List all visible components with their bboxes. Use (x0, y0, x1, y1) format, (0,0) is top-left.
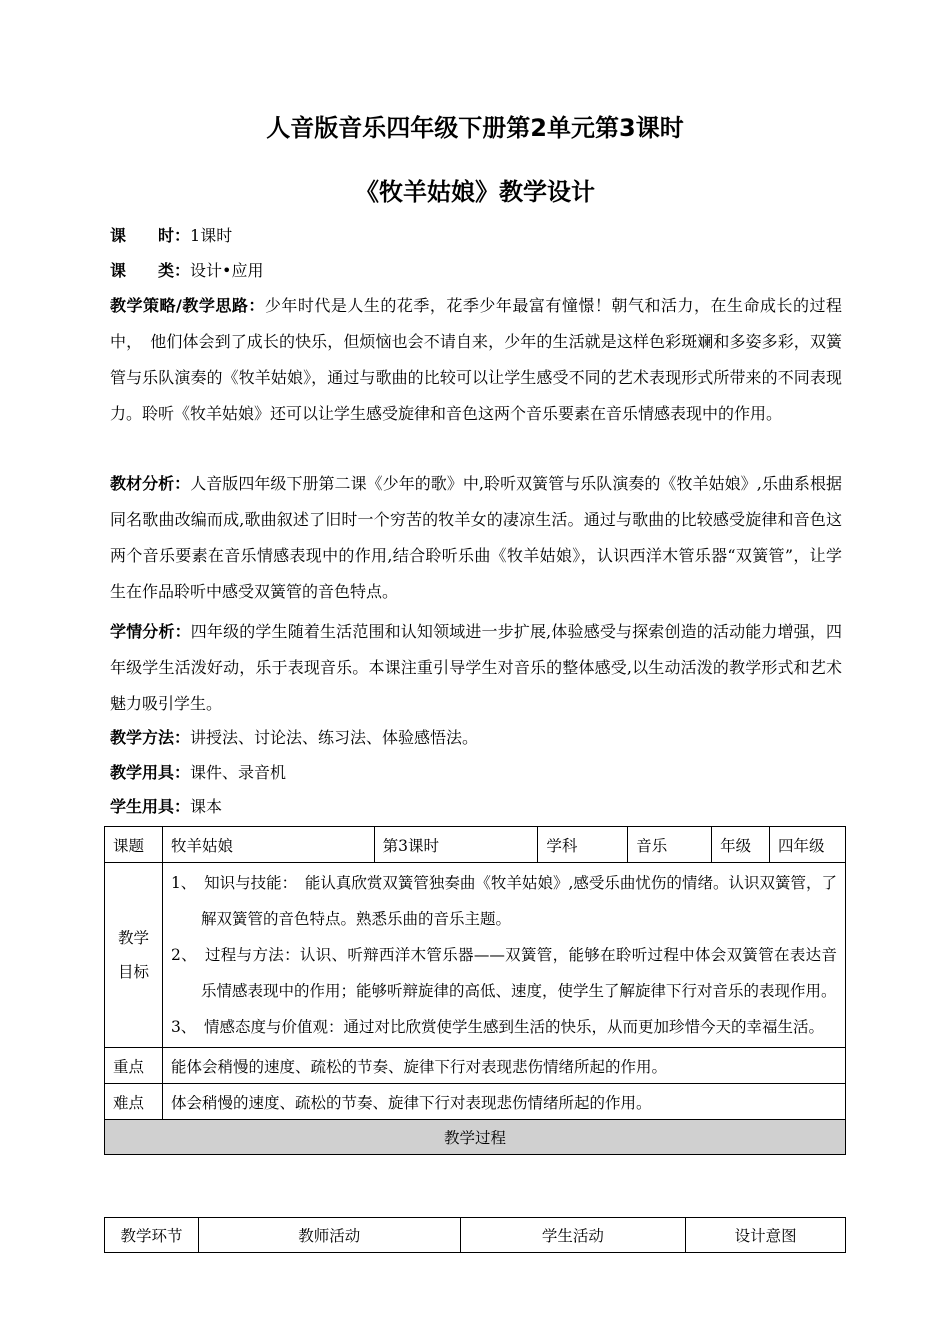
goal-item: 3、 情感态度与价值观：通过对比欣赏使学生感到生活的快乐，从而更加珍惜今天的幸福生活。 (170, 1018, 825, 1036)
material-text: 人音版四年级下册第二课《少年的歌》中,聆听双簧管与乐队演奏的《牧羊姑娘》,乐曲系根据同名歌曲改编而成,歌曲叙述了旧时一个穷苦的牧羊女的凄凉生活。通过与歌曲的比较感受旋律和音色这两个音乐要素在音乐情感表现中的作用,结合聆听乐曲《牧羊姑娘》，认识西洋木管乐器“双簧管”，让学生在作品聆听中感受双簧管的音色特点。 (110, 474, 842, 601)
student-label: 学情分析： (110, 622, 191, 641)
page-subtitle: 《牧羊姑娘》教学设计 (355, 178, 595, 206)
process-header-cell: 教学环节 (105, 1218, 199, 1253)
grade-value: 四年级 (770, 827, 846, 863)
info-type (110, 253, 842, 288)
method-line (110, 720, 842, 755)
table-row (105, 863, 846, 1048)
subject-value: 音乐 (628, 827, 712, 863)
method-text: 讲授法、讨论法、练习法、体验感悟法。 (190, 728, 479, 747)
tools-label: 教学用具： (110, 763, 191, 782)
table-row (105, 1218, 846, 1253)
goals-label-line: 教学 (117, 929, 149, 947)
key-label: 重点 (105, 1048, 163, 1084)
process-title: 教学过程 (105, 1120, 846, 1155)
process-header-cell: 学生活动 (460, 1218, 686, 1253)
table-row (105, 1120, 846, 1155)
material-paragraph (110, 466, 842, 610)
page-title: 人音版音乐四年级下册第2单元第3课时 (266, 114, 684, 142)
table-row (105, 1084, 846, 1120)
period-value: 1课时 (190, 226, 233, 245)
key-text: 能体会稍慢的速度、疏松的节奏、旋律下行对表现悲伤情绪所起的作用。 (162, 1048, 845, 1084)
difficulty-label: 难点 (105, 1084, 163, 1120)
subject-label: 学科 (538, 827, 628, 863)
table-row (105, 1048, 846, 1084)
goals-cell (162, 863, 845, 1048)
process-header-table (104, 1217, 846, 1253)
student-text: 四年级的学生随着生活范围和认知领域进一步扩展,体验感受与探索创造的活动能力增强，四年级学生活泼好动，乐于表现音乐。本课注重引导学生对音乐的整体感受,以生动活泼的教学形式和艺术魅力吸引学生。 (110, 622, 842, 713)
table-row (105, 827, 846, 863)
method-label: 教学方法： (110, 728, 191, 747)
goal-item: 1、 知识与技能： 能认真欣赏双簧管独奏曲《牧羊姑娘》,感受乐曲忧伤的情绪。认识双簧管，了解双簧管的音色特点。熟悉乐曲的音乐主题。 (170, 874, 837, 928)
student-tools-label: 学生用具： (110, 797, 191, 816)
student-tools-line (110, 789, 842, 824)
goals-label-line: 目标 (117, 963, 149, 981)
strategy-label: 教学策略/教学思路： (110, 296, 265, 315)
type-value: 设计•应用 (190, 261, 264, 280)
strategy-text: 少年时代是人生的花季，花季少年最富有憧憬！朝气和活力，在生命成长的过程中， 他们体会到了成长的快乐，但烦恼也会不请自来，少年的生活就是这样色彩斑斓和多姿多彩，双簧管与乐队演奏的《牧羊姑娘》，通过与歌曲的比较可以让学生感受不同的艺术表现形式所带来的不同表现力。聆听《牧羊姑娘》还可以让学生感受旋律和音色这两个音乐要素在音乐情感表现中的作用。 (110, 296, 842, 423)
topic-label: 课题 (105, 827, 163, 863)
process-header-cell: 设计意图 (686, 1218, 846, 1253)
tools-text: 课件、录音机 (190, 763, 287, 782)
goals-label (105, 863, 163, 1048)
process-header-cell: 教师活动 (198, 1218, 460, 1253)
student-analysis-paragraph (110, 614, 842, 722)
period-label: 课 时： (110, 226, 191, 245)
type-label: 课 类： (110, 261, 191, 280)
material-label: 教材分析： (110, 474, 191, 493)
info-period (110, 218, 842, 253)
topic-value: 牧羊姑娘 (162, 827, 374, 863)
difficulty-text: 体会稍慢的速度、疏松的节奏、旋律下行对表现悲伤情绪所起的作用。 (162, 1084, 845, 1120)
goal-item: 2、 过程与方法：认识、听辩西洋木管乐器——双簧管，能够在聆听过程中体会双簧管在表达音乐情感表现中的作用；能够听辩旋律的高低、速度，使学生了解旋律下行对音乐的表现作用。 (170, 946, 837, 1000)
lesson-table (104, 826, 846, 1155)
strategy-paragraph (110, 288, 842, 432)
period-value-cell: 第3课时 (374, 827, 538, 863)
student-tools-text: 课本 (190, 797, 223, 816)
tools-line (110, 755, 842, 790)
grade-label: 年级 (712, 827, 770, 863)
